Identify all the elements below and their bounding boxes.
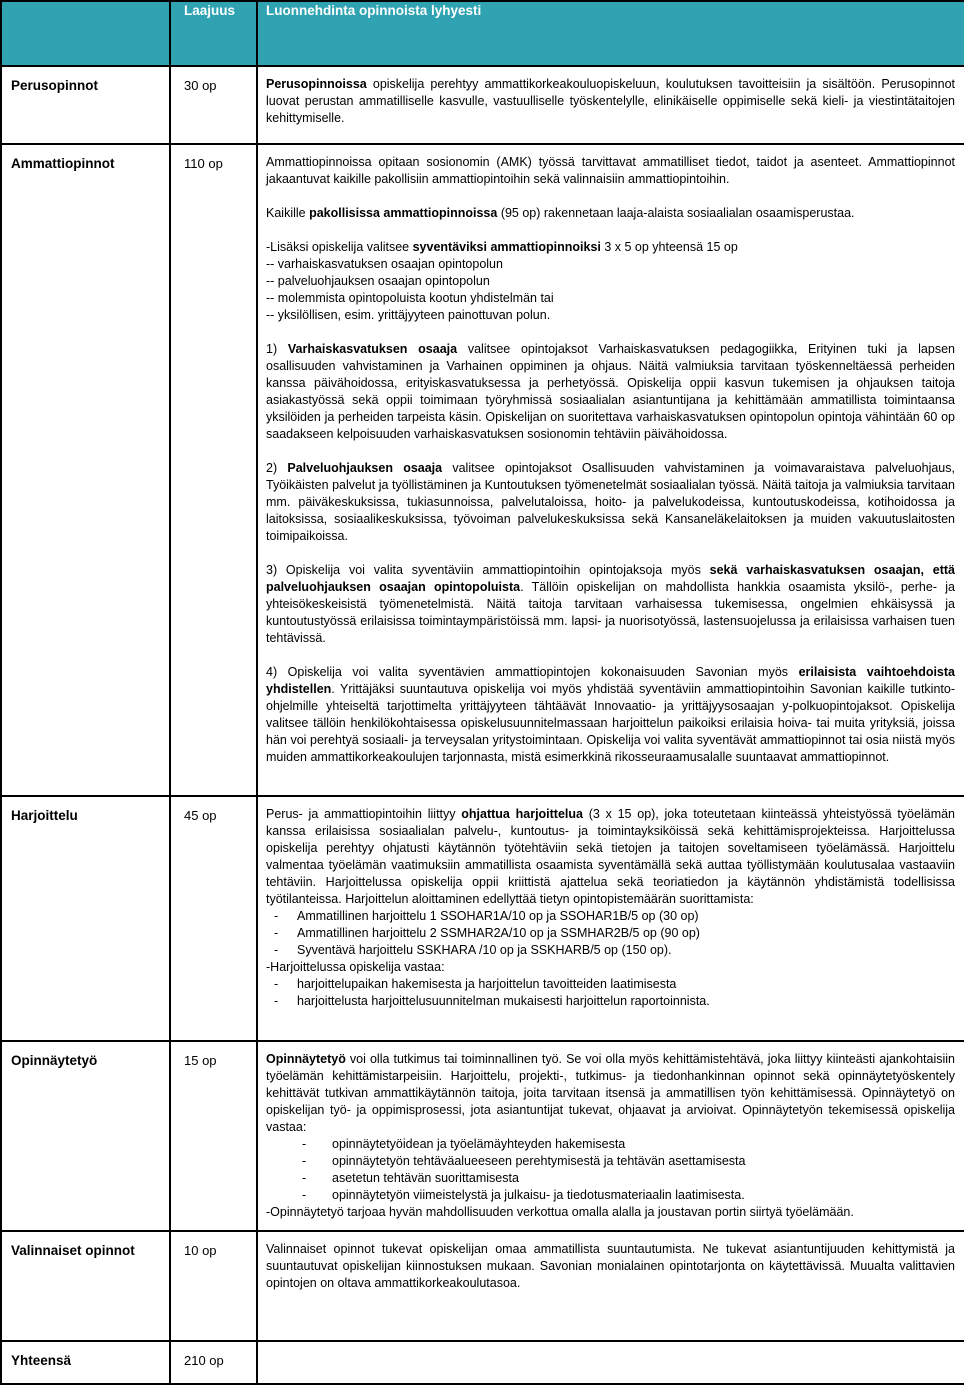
row-description: Opinnäytetyö voi olla tutkimus tai toiminnallinen työ. Se voi olla myös kehittämistehtävä, joka liittyy kiinteästi ajankohtaisiin työelämän kehittämistarpeisiin. Harjoittelu, projekti-, tutkimus- ja tiedonhankinnan opinnot sekä opinnäytetyöskentely kehittävät tutkivan ammattikäytännön taitoja, joita tarvitaan itsensä ja ammatillisen työn kehittämisessä. Opinnäytetyö on opiskelijan työ- ja oppimisprosessi, jota asiantuntijat tukevat, ohjaavat ja arvioivat. Opinnäytetyön tekemisessä opiskelija vastaa: - opinnäytetyöidean ja työelämäyhteyden hakemisesta - opinnäytetyön tehtäväalueeseen perehtymisestä ja tehtävän asettamisesta - asetetun tehtävän suorittamisesta - opinnäytetyön viimeistelystä ja julkaisu- ja tiedotusmateriaalin laatimisesta. -Opinnäytetyö tarjoaa hyvän mahdollisuuden verkottua omalla alalla ja joustavan portin siirtyä työelämään. — [257, 1041, 964, 1231]
list-dash: - — [274, 909, 279, 923]
row-credits: 45 op — [170, 796, 257, 1041]
table-row-harjoittelu — [1, 796, 964, 1041]
row-label: Opinnäytetyö — [1, 1041, 170, 1231]
header-row — [1, 1, 964, 66]
table-row-perusopinnot — [1, 66, 964, 144]
row-credits: 30 op — [170, 66, 257, 144]
row-label: Harjoittelu — [1, 796, 170, 1041]
row-credits: 15 op — [170, 1041, 257, 1231]
column-header-luonnehdinta: Luonnehdinta opinnoista lyhyesti — [257, 1, 964, 66]
row-description — [257, 1341, 964, 1384]
table-row-opinnaytetyo — [1, 1041, 964, 1231]
list-dash: - — [302, 1137, 307, 1151]
list-dash: - — [266, 1205, 271, 1219]
list-dash: - — [274, 943, 279, 957]
table-row-ammattiopinnot — [1, 144, 964, 796]
row-description: Valinnaiset opinnot tukevat opiskelijan omaa ammatillista suuntautumista. Ne tukevat asiantuntijuuden kehittymistä ja suuntautuvat opiskelijan kiinnostuksen mukaan. Savonian monialainen opintotarjonta on käytettävissä. Muualta valittavien opintojen on oltava ammattikorkeakoulutasoa. — [257, 1231, 964, 1341]
list-dash: - — [266, 257, 271, 271]
row-description: Perus- ja ammattiopintoihin liittyy ohjattua harjoittelua (3 x 15 op), joka toteutetaan kiinteässä yhteistyössä työelämän kanssa erilaisissa sosiaalialan palvelu-, kuntoutus- ja toimintayksiköissä sekä kehittämisprojekteissa. Harjoittelussa opiskelija perehtyy ohjatusti käytännön työtehtäviin sekä tietojen ja taitojen soveltamiseen työelämässä. Harjoittelu valmentaa työelämän vaatimuksiin ammatillista osaamista syventämällä sekä auttaa työllistymään koulutusalaa vastaaviin tehtäviin. Harjoittelussa opiskelija oppii kriittistä ajattelua sekä teoriatiedon ja käytännön yhdistämistä todellisissa työtilanteissa. Harjoittelun aloittaminen edellyttää tietyn opintopistemäärän suorittamista: - Ammatillinen harjoittelu 1 SSOHAR1A/10 op ja SSOHAR1B/5 op (30 op) - Ammatillinen harjoittelu 2 SSMHAR2A/10 op ja SSMHAR2B/5 op (90 op) - Syventävä harjoittelu SSKHARA /10 op ja SSKHARB/5 op (150 op). -Harjoittelussa opiskelija vastaa: - harjoittelupaikan hakemisesta ja harjoittelun tavoitteiden laatimisesta - harjoittelusta harjoittelusuunnitelman mukaisesti harjoittelun raportoinnista. — [257, 796, 964, 1041]
list-dash: - — [266, 308, 271, 322]
column-header-laajuus: Laajuus — [170, 1, 257, 66]
row-label: Perusopinnot — [1, 66, 170, 144]
row-description: Perusopinnoissa opiskelija perehtyy ammattikorkeakouluopiskeluun, koulutuksen tavoitteisiin ja sisältöön. Perusopinnot luovat perustan ammatilliselle kasvulle, vastuulliselle työskentelylle, elinikäiselle oppimiselle sekä kieli- ja viestintätaitojen kehittymiselle. — [257, 66, 964, 144]
table-row-valinnaiset-opinnot — [1, 1231, 964, 1341]
row-label: Yhteensä — [1, 1341, 170, 1384]
list-dash: - — [266, 291, 271, 305]
list-dash: - — [274, 926, 279, 940]
table-row-yhteensa — [1, 1341, 964, 1384]
header-blank-cell — [1, 1, 170, 66]
list-dash: - — [302, 1154, 307, 1168]
list-dash: - — [266, 240, 271, 254]
row-label: Ammattiopinnot — [1, 144, 170, 796]
row-description: Ammattiopinnoissa opitaan sosionomin (AMK) työssä tarvittavat ammatilliset tiedot, taidot ja asenteet. Ammattiopinnot jakaantuvat kaikille pakollisiin ammattiopintoihin sekä valinnaisiin ammattiopintoihin. Kaikille pakollisissa ammattiopinnoissa (95 op) rakennetaan laaja-alaista sosiaalialan osaamisperustaa. -Lisäksi opiskelija valitsee syventäviksi ammattiopinnoiksi 3 x 5 op yhteensä 15 op -- varhaiskasvatuksen osaajan opintopolun -- palveluohjauksen osaajan opintopolun -- molemmista opintopoluista kootun yhdistelmän tai -- yksilöllisen, esim. yrittäjyyteen painottuvan polun. 1) Varhaiskasvatuksen osaaja valitsee opintojaksot Varhaiskasvatuksen pedagogiikka, Erityinen tuki ja lapsen osallisuuden vahvistaminen ja Varhainen oppiminen ja ohjaus. Näitä valmiuksia tarvitaan työskenneltäessä perheiden kanssa päivähoidossa, erityiskasvatuksessa ja perhetyössä. Opiskelija oppii kasvun tukemisen ja ohjauksen taitoja asiakastyössä sekä oppii toimimaan työryhmissä sosiaalialan asiantuntijana ja kehittämään ammatillista toimintaansa yksilöiden ja perheiden tarpeista käsin. Opiskelijan on suoritettava varhaiskasvatuksen opintopolun opintoja vähintään 60 op saadakseen kelpoisuuden varhaiskasvatuksen sosionomin tehtäviin päivähoidossa. 2) Palveluohjauksen osaaja valitsee opintojaksot Osallisuuden vahvistaminen ja voimavaraistava palveluohjaus, Työikäisten palvelut ja työllistäminen ja Kuntoutuksen työmenetelmät sosiaalialan työssä. Näitä taitoja ja valmiuksia tarvitaan mm. päiväkeskuksissa, tukiasunnoissa, palvelutaloissa, hoito- ja palvelukodeissa, kuntoutuskodeissa, kotihoidossa ja laitoksissa, sosiaalikeskuksissa, työvoiman palvelukeskuksissa sekä Kansaneläkelaitoksen ja muiden vakuutuslaitosten toimipaikoissa. 3) Opiskelija voi valita syventäviin ammattiopintoihin opintojaksoja myös sekä varhaiskasvatuksen osaajan, että palveluohjauksen osaajan opintopoluista. Tällöin opiskelijan on mahdollista hankkia osaamista yksilö-, perhe- ja yhteisökeskeisistä työmenetelmistä. Näitä taitoja tarvitaan varhaisessa tukemisessa, ongelmien ehkäisyssä ja kuntoutustyössä erilaisissa toimintaympäristöissä mm. lapsi- ja nuorisotyössä, lastensuojelussa ja erilaisissa varhaisen tuen tehtävissä. 4) Opiskelija voi valita syventävien ammattiopintojen kokonaisuuden Savonian myös erilaisista vaihtoehdoista yhdistellen. Yrittäjäksi suuntautuva opiskelija voi myös yhdistää syventäviin ammattiopintoihin Savonian kaikille tutkinto-ohjelmille yhteiseltä tarjottimelta yrittäjyyteen tähtäävät Innovaatio- ja yrittäjyysosaajan y-polkuopintojaksot. Opiskelija valitsee tällöin henkilökohtaisessa opiskelusuunnitelmassaan harjoittelun paikoiksi erilaisia hoiva- tai muita yrityksiä, joissa hän voi perehtyä sosiaali- ja terveysalan yritystoimintaan. Opiskelija voi valita syventävät ammattiopinnot tai osia niistä myös muiden ammattikorkeakoulujen tarjonnasta, mistä esimerkkinä rikosseuraamusalalle suuntaavat ammattiopinnot. — [257, 144, 964, 796]
list-dash: - — [266, 274, 271, 288]
row-credits: 110 op — [170, 144, 257, 796]
list-dash: - — [302, 1171, 307, 1185]
list-dash: - — [266, 960, 271, 974]
list-dash: - — [302, 1188, 307, 1202]
row-credits: 10 op — [170, 1231, 257, 1341]
list-dash: - — [274, 977, 279, 991]
row-credits: 210 op — [170, 1341, 257, 1384]
list-dash: - — [274, 994, 279, 1008]
row-label: Valinnaiset opinnot — [1, 1231, 170, 1341]
